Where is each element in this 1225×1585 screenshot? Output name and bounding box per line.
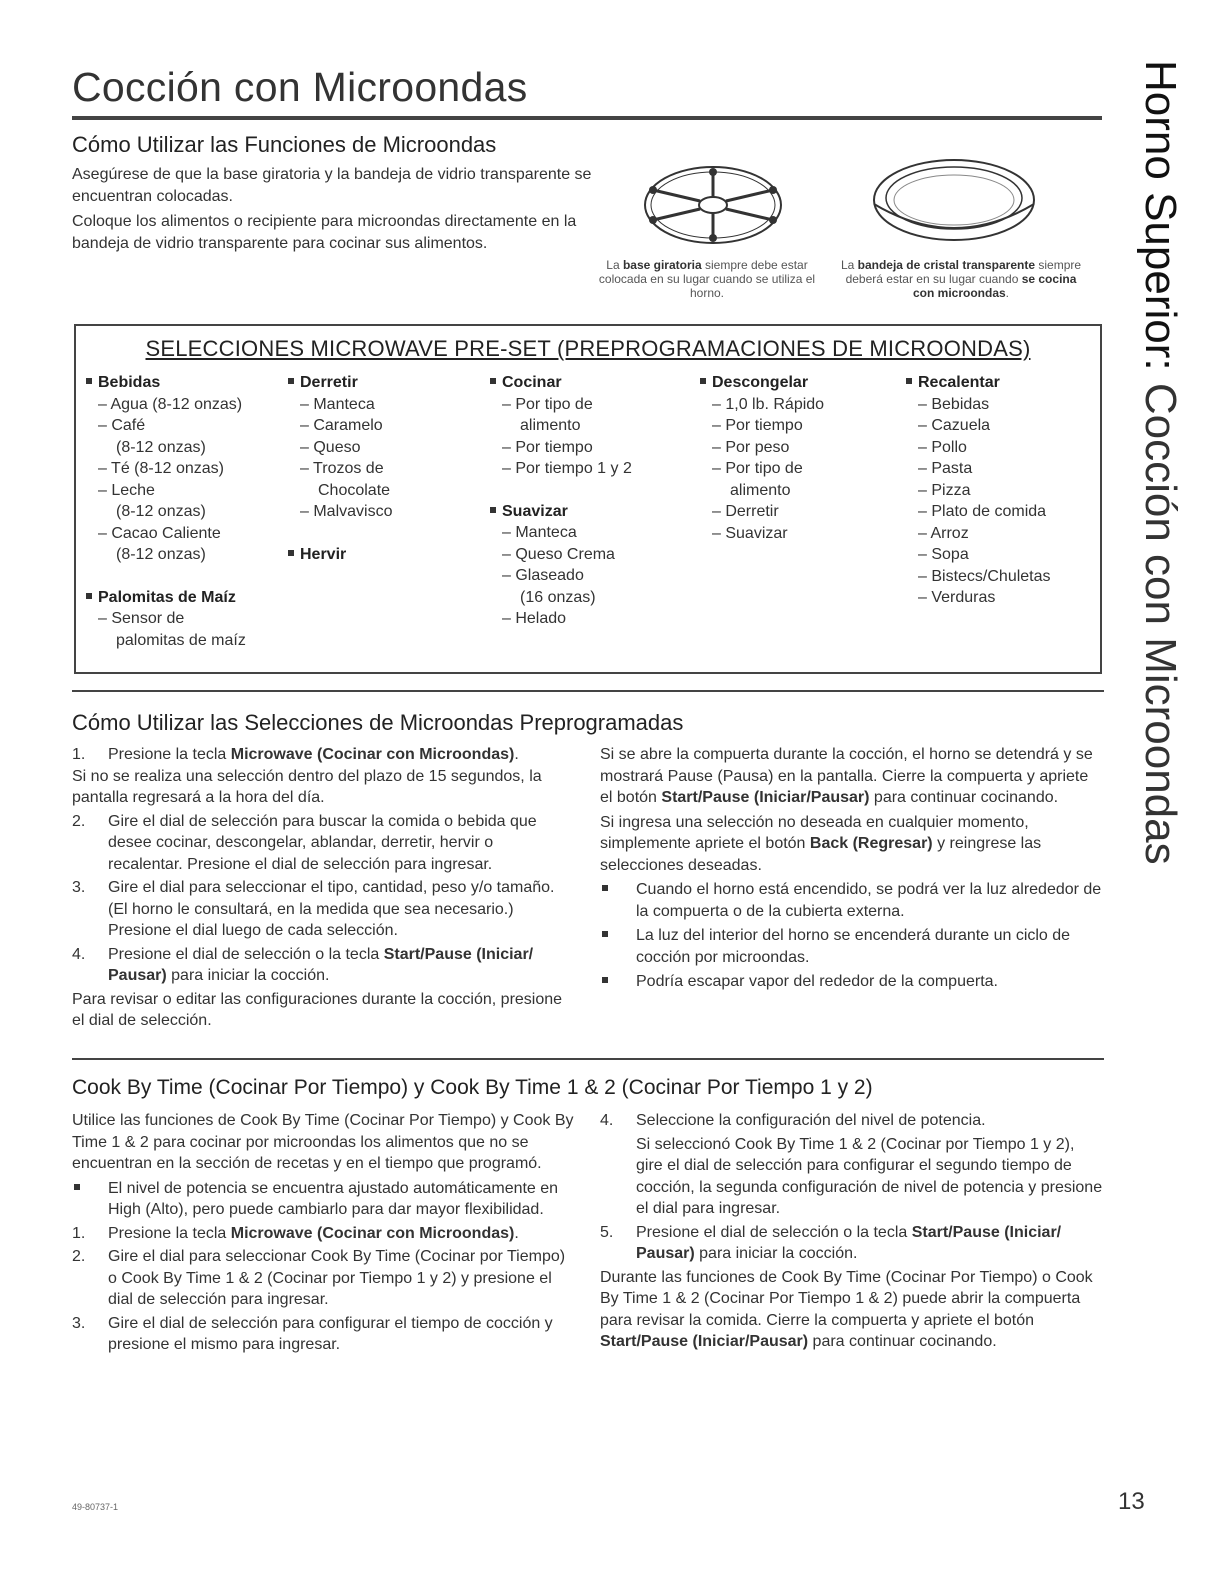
preset-item: – Helado xyxy=(502,610,567,627)
preset-item: – Leche xyxy=(98,481,155,499)
bullet-icon xyxy=(490,378,496,384)
preset-item: – Cazuela xyxy=(918,417,991,434)
preset-category-recalentar: Recalentar xyxy=(906,372,1096,394)
section1-paragraph-1: Asegúrese de que la base giratoria y la bandeja de vidrio transparente se encuentran colocadas. xyxy=(72,166,592,205)
paragraph: Si ingresa una selección no deseada en cualquier momento, simplemente apriete el botón Back (Regresar) y reingrese las selecciones deseadas. xyxy=(600,813,1042,874)
page-title: Cocción con Microondas xyxy=(72,64,528,110)
preset-item: – Bebidas xyxy=(918,395,990,413)
section2-left-column xyxy=(72,744,572,1032)
bullet-icon xyxy=(700,378,706,384)
bullet-icon xyxy=(602,977,608,983)
step-4: 4. Presione el dial de selección o la tecla Start/Pause (Iniciar/ Pausar) para iniciar la cocción. xyxy=(72,945,534,984)
preset-item: – Pasta xyxy=(918,460,973,477)
section1-text xyxy=(72,164,592,254)
preset-item: – Malvavisco xyxy=(300,503,393,520)
preset-item: – Pollo xyxy=(918,438,967,456)
turntable-support-caption: La base giratoria siempre debe estar colocada en su lugar cuando se utiliza el horno. xyxy=(598,258,816,300)
step-2: 2. Gire el dial para seleccionar Cook By Time (Cocinar por Tiempo) o Cook By Time 1 & 2 (Cocinar por Tiempo 1 y 2) y presione el dial de selección para ingresar. xyxy=(72,1248,566,1308)
preset-item: (8-12 onzas) xyxy=(116,546,206,563)
preset-item: – Queso Crema xyxy=(502,545,615,563)
preset-item: – Sopa xyxy=(918,546,969,563)
preset-item: Chocolate xyxy=(318,481,391,499)
step-5: 5. Presione el dial de selección o la tecla Start/Pause (Iniciar/ Pausar) para iniciar la cocción. xyxy=(600,1223,1062,1262)
preset-item: alimento xyxy=(730,481,791,499)
paragraph: Durante las funciones de Cook By Time (Cocinar Por Tiempo) o Cook By Time 1 & 2 (Cocinar Por Tiempo 1 & 2) puede abrir la compuerta para revisar la comida. Cierre la compuerta y apriete el botón Start/Pause (Iniciar/Pausar) para continuar cocinando. xyxy=(600,1268,1093,1350)
presets-title: SELECCIONES MICROWAVE PRE-SET (PREPROGRAMACIONES DE MICROONDAS) xyxy=(145,336,1031,361)
preset-item: – Café xyxy=(98,417,146,434)
bullet-icon xyxy=(86,593,92,599)
preset-category-bebidas: Bebidas xyxy=(86,372,286,394)
preset-category-cocinar: Cocinar xyxy=(490,372,700,394)
side-tab xyxy=(1120,60,1200,865)
bullet-icon xyxy=(490,507,496,513)
preset-item: – Trozos de xyxy=(300,460,384,477)
section-divider xyxy=(72,1058,1104,1060)
preset-item: – Por peso xyxy=(712,438,790,456)
preset-category-hervir: Hervir xyxy=(288,544,488,566)
preset-column-recalentar xyxy=(906,372,1096,609)
glass-tray-caption: La bandeja de cristal transparente siempre deberá estar en su lugar cuando se cocina con microondas. xyxy=(840,258,1082,300)
step-note: Si seleccionó Cook By Time 1 & 2 (Cocinar por Tiempo 1 y 2), gire el dial de selección para configurar el segundo tiempo de cocción, la segunda configuración de nivel de potencia y presione el dial para ingresar. xyxy=(636,1135,1103,1217)
step-note: Para revisar o editar las configuraciones durante la cocción, presione el dial de selección. xyxy=(72,990,563,1029)
preset-column-derretir xyxy=(288,372,488,565)
title-rule xyxy=(72,116,1102,120)
preset-item: – Glaseado xyxy=(502,567,584,584)
preset-item: – Suavizar xyxy=(712,524,788,542)
section2-right-column xyxy=(600,744,1105,993)
turntable-support-illustration xyxy=(628,160,798,250)
bullet-icon xyxy=(86,378,92,384)
bullet-icon xyxy=(74,1184,80,1190)
step-3: 3. Gire el dial de selección para configurar el tiempo de cocción y presione el mismo para ingresar. xyxy=(72,1314,553,1353)
preset-column-descongelar xyxy=(700,372,900,544)
preset-item: – Té (8-12 onzas) xyxy=(98,460,224,477)
bullet-item: El nivel de potencia se encuentra ajustado automáticamente en High (Alto), pero puede cambiarlo para dar mayor flexibilidad. xyxy=(72,1178,577,1221)
step-1: 1. Presione la tecla Microwave (Cocinar con Microondas). xyxy=(72,1224,519,1242)
bullet-icon xyxy=(602,931,608,937)
preset-item: – Por tiempo xyxy=(712,417,803,434)
preset-item: (8-12 onzas) xyxy=(116,503,206,520)
preset-column-cocinar xyxy=(490,372,700,630)
paragraph: Si se abre la compuerta durante la cocción, el horno se detendrá y se mostrará Pause (Pausa) en la pantalla. Cierre la compuerta y apriete el botón Start/Pause (Iniciar/Pausar) para continuar cocinando. xyxy=(600,746,1093,806)
preset-item: – Sensor de xyxy=(98,610,185,627)
bullet-item: Cuando el horno está encendido, se podrá ver la luz alrededor de la compuerta o de la cubierta externa. xyxy=(600,879,1105,922)
preset-item: palomitas de maíz xyxy=(116,631,246,649)
preset-item: – Por tiempo 1 y 2 xyxy=(502,460,632,477)
side-tab-bold: Horno Superior: xyxy=(1136,60,1185,371)
section1-paragraph-2: Coloque los alimentos o recipiente para microondas directamente en la bandeja de vidrio transparente para cocinar sus alimentos. xyxy=(72,213,577,252)
step-4: 4. Seleccione la configuración del nivel de potencia. xyxy=(600,1112,986,1129)
preset-item: – Manteca xyxy=(502,524,577,541)
bullet-item: Podría escapar vapor del rededor de la compuerta. xyxy=(600,971,1105,993)
preset-category-derretir: Derretir xyxy=(288,372,488,394)
document-code: 49-80737-1 xyxy=(72,1502,119,1512)
section-heading-preprogramadas: Cómo Utilizar las Selecciones de Microondas Preprogramadas xyxy=(72,710,684,735)
preset-item: (8-12 onzas) xyxy=(116,438,206,456)
preset-column-bebidas xyxy=(86,372,286,651)
preset-item: – Derretir xyxy=(712,503,779,520)
preset-item: – Agua (8-12 onzas) xyxy=(98,395,243,413)
preset-item: – Cacao Caliente xyxy=(98,524,221,542)
preset-item: alimento xyxy=(520,417,581,434)
preset-item: – Pizza xyxy=(918,481,971,499)
preset-item: – Por tiempo xyxy=(502,438,593,456)
preset-item: (16 onzas) xyxy=(520,588,596,606)
bullet-icon xyxy=(602,885,608,891)
paragraph: Utilice las funciones de Cook By Time (Cocinar Por Tiempo) y Cook By Time 1 & 2 para cocinar por microondas los alimentos que no se encuentran en la sección de recetas y en el tiempo que programó. xyxy=(72,1112,574,1172)
bullet-icon xyxy=(906,378,912,384)
bullet-item: La luz del interior del horno se encenderá durante un ciclo de cocción por microondas. xyxy=(600,925,1105,968)
bullet-icon xyxy=(288,550,294,556)
preset-item: – Verduras xyxy=(918,589,996,606)
preset-item: – Arroz xyxy=(918,524,969,542)
page-number: 13 xyxy=(1118,1488,1145,1515)
preset-item: – Bistecs/Chuletas xyxy=(918,567,1051,585)
section3-right-column xyxy=(600,1110,1105,1353)
preset-item: – Por tipo de xyxy=(502,395,593,413)
section-divider xyxy=(72,690,1104,692)
section-heading-funciones: Cómo Utilizar las Funciones de Microondas xyxy=(72,132,497,157)
preset-category-palomitas: Palomitas de Maíz xyxy=(86,587,286,609)
preset-item: – 1,0 lb. Rápido xyxy=(712,395,825,413)
preset-item: – Queso xyxy=(300,438,361,456)
section-heading-cook-by-time: Cook By Time (Cocinar Por Tiempo) y Cook By Time 1 & 2 (Cocinar Por Tiempo 1 y 2) xyxy=(72,1076,873,1099)
section3-left-column xyxy=(72,1110,577,1356)
preset-item: – Plato de comida xyxy=(918,503,1047,520)
preset-item: – Manteca xyxy=(300,395,375,413)
step-note: Si no se realiza una selección dentro del plazo de 15 segundos, la pantalla regresará a la hora del día. xyxy=(72,767,542,806)
preset-item: – Caramelo xyxy=(300,417,383,434)
preset-item: – Por tipo de xyxy=(712,460,803,477)
presets-box xyxy=(74,324,1102,674)
bullet-icon xyxy=(288,378,294,384)
glass-tray-illustration xyxy=(868,158,1040,248)
side-tab-rest: Cocción con Microondas xyxy=(1136,370,1185,865)
step-3: 3. Gire el dial para seleccionar el tipo, cantidad, peso y/o tamaño. (El horno le consultará, en la medida que sea necesario.) Presione el dial luego de cada selección. xyxy=(72,879,555,939)
preset-category-suavizar: Suavizar xyxy=(490,501,700,523)
preset-category-descongelar: Descongelar xyxy=(700,372,900,394)
step-2: 2. Gire el dial de selección para buscar la comida o bebida que desee cocinar, descongelar, ablandar, derretir, hervir o recalentar. Presione el dial de selección para ingresar. xyxy=(72,812,537,873)
step-1: 1. Presione la tecla Microwave (Cocinar con Microondas). xyxy=(72,746,519,763)
